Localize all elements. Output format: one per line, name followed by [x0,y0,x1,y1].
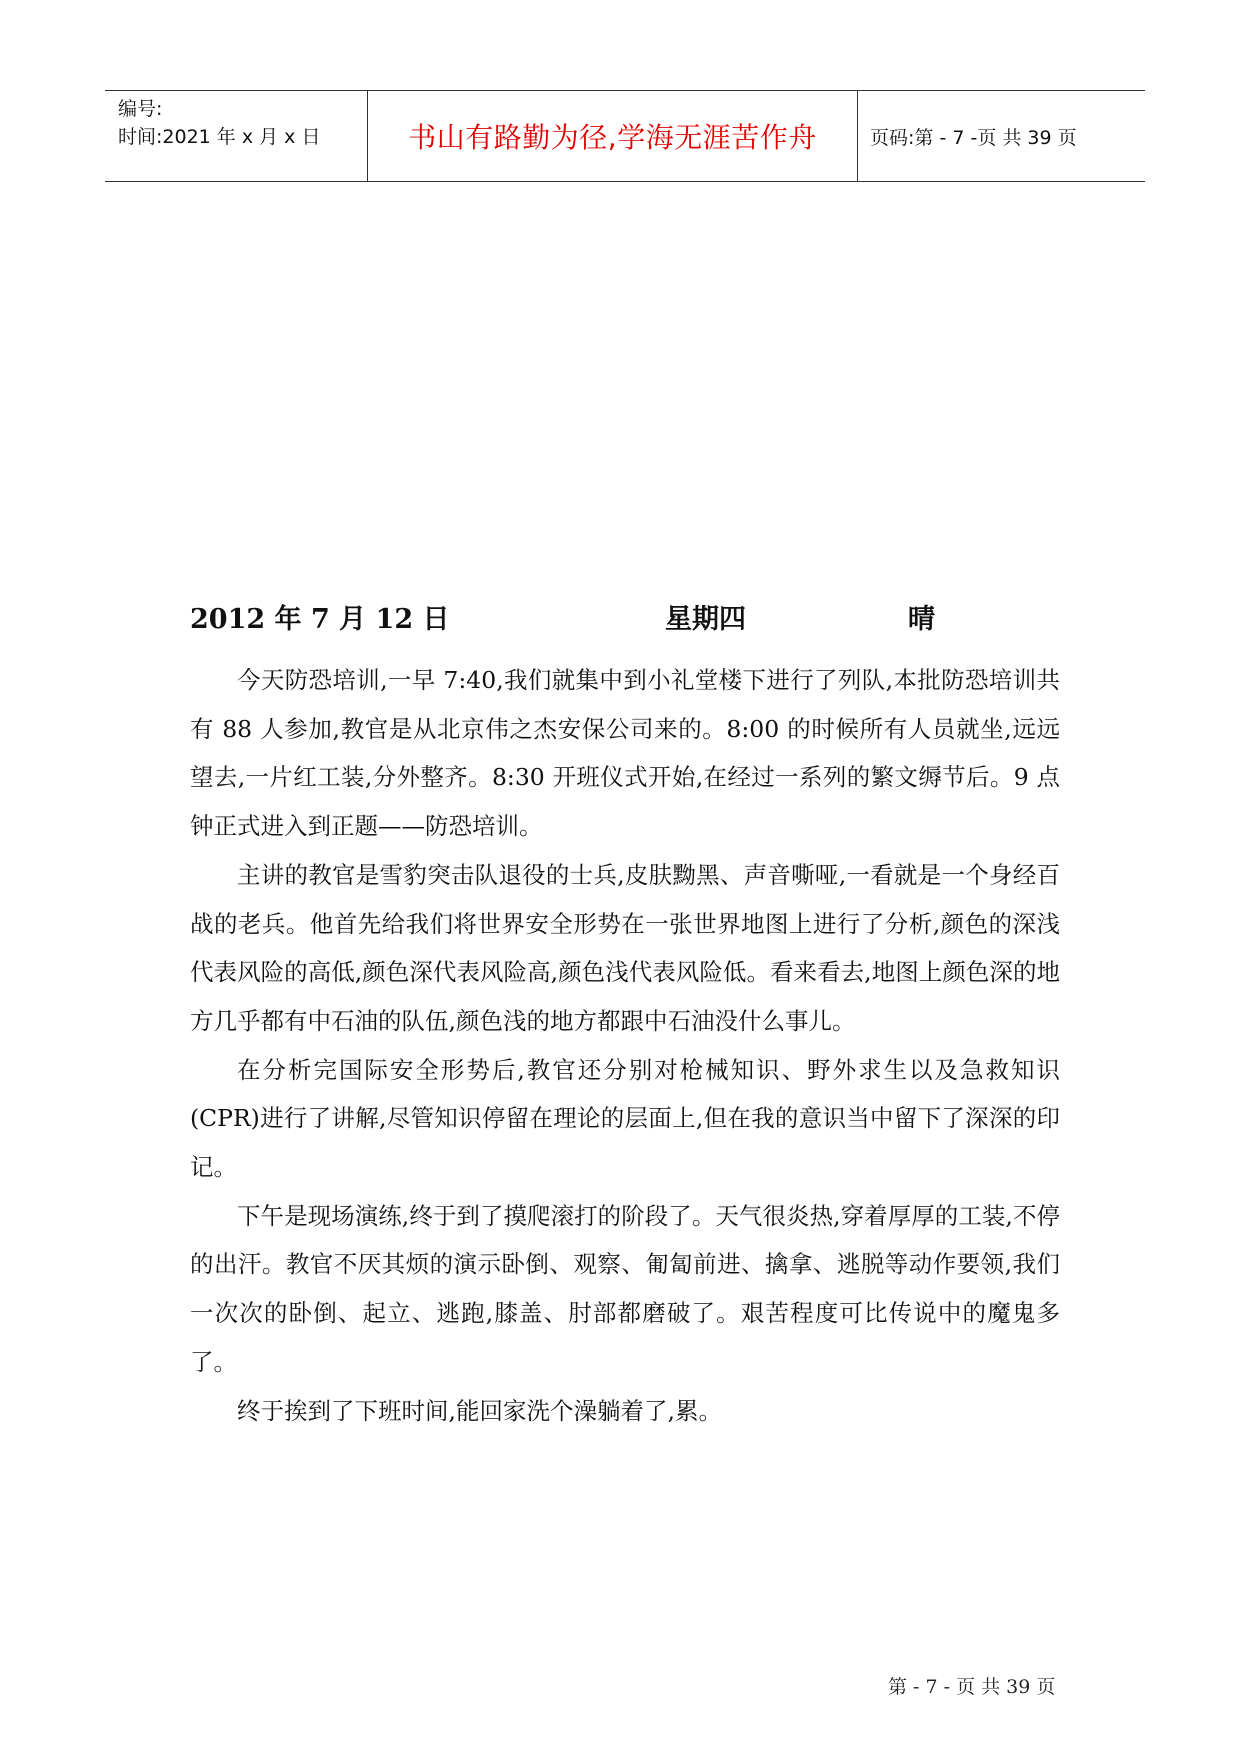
header-page-cell [858,91,1145,181]
page-header [105,90,1145,182]
diary-body [190,656,1060,1435]
paragraph: 主讲的教官是雪豹突击队退役的士兵,皮肤黝黑、声音嘶哑,一看就是一个身经百战的老兵。他首先给我们将世界安全形势在一张世界地图上进行了分析,颜色的深浅代表风险的高低,颜色深代表风险高,颜色浅代表风险低。看来看去,地图上颜色深的地方几乎都有中石油的队伍,颜色浅的地方都跟中石油没什么事儿。 [190,860,1060,1035]
diary-weather: 晴 [908,604,935,635]
header-left-cell [105,91,368,181]
diary-weekday: 星期四 [665,604,746,635]
paragraph: 下午是现场演练,终于到了摸爬滚打的阶段了。天气很炎热,穿着厚厚的工装,不停的出汗。教官不厌其烦的演示卧倒、观察、匍匐前进、擒拿、逃脱等动作要领,我们一次次的卧倒、起立、逃跑,膝盖、肘部都磨破了。艰苦程度可比传说中的魔鬼多了。 [190,1201,1060,1376]
paragraph: 今天防恐培训,一早 7:40,我们就集中到小礼堂楼下进行了列队,本批防恐培训共有 88 人参加,教官是从北京伟之杰安保公司来的。8:00 的时候所有人员就坐,远远望去,一片红工装,分外整齐。8:30 开班仪式开始,在经过一系列的繁文缛节后。9 点钟正式进入到正题——防恐培训。 [190,666,1060,841]
header-motto-cell [368,91,858,181]
paragraph: 在分析完国际安全形势后,教官还分别对枪械知识、野外求生以及急救知识(CPR)进行了讲解,尽管知识停留在理论的层面上,但在我的意识当中留下了深深的印记。 [190,1055,1060,1182]
diary-date: 2012 年 7 月 12 日 [190,604,450,635]
time-label: 时间:2021 年 x 月 x 日 [118,126,321,148]
diary-heading [190,600,1060,640]
paragraph: 终于挨到了下班时间,能回家洗个澡躺着了,累。 [237,1396,722,1425]
header-page-label: 页码:第 - 7 -页 共 39 页 [870,126,1077,149]
footer-page-number: 第 - 7 - 页 共 39 页 [888,1676,1056,1698]
serial-number-label: 编号: [118,98,163,120]
motto-text: 书山有路勤为径,学海无涯苦作舟 [408,121,817,154]
